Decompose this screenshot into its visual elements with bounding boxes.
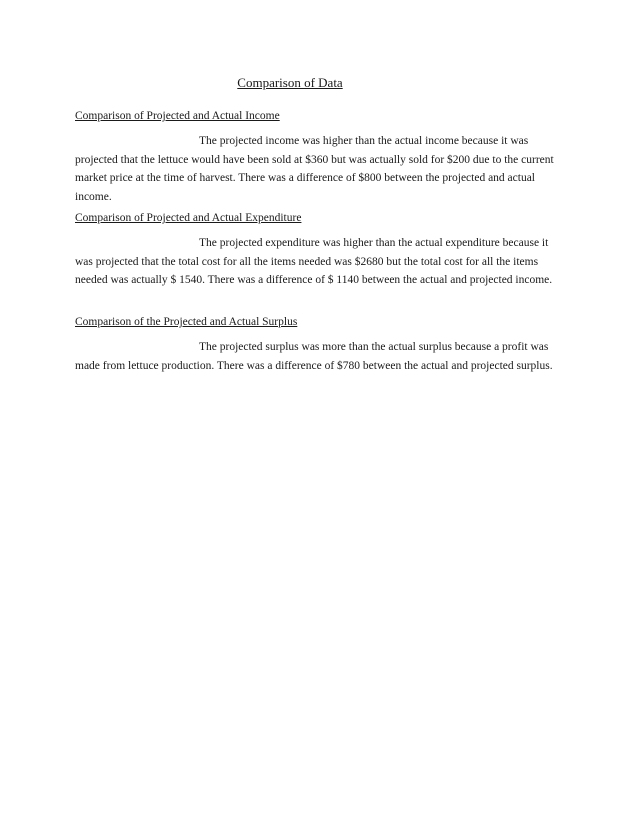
section-heading: Comparison of Projected and Actual Expenditure: [75, 212, 302, 224]
section-heading: Comparison of Projected and Actual Income: [75, 110, 280, 122]
section-heading: Comparison of the Projected and Actual Surplus: [75, 316, 298, 328]
section-expenditure-comparison: [75, 212, 565, 290]
section-paragraph: The projected expenditure was higher than the actual expenditure because it was projected that the total cost for all the items needed was $2680 but the total cost for all the items needed was actually $ 1540. There was a difference of $ 1140 between the actual and projected income.: [75, 237, 553, 286]
section-paragraph: The projected income was higher than the actual income because it was projected that the lettuce would have been sold at $360 but was actually sold for $200 due to the current market price at the time of harvest. There was a difference of $800 between the projected and actual income.: [75, 135, 554, 203]
document-title: Comparison of Data: [237, 75, 343, 90]
section-income-comparison: [75, 110, 565, 206]
section-paragraph: The projected surplus was more than the actual surplus because a profit was made from lettuce production. There was a difference of $780 between the actual and projected surplus.: [75, 341, 553, 372]
section-surplus-comparison: [75, 316, 565, 375]
